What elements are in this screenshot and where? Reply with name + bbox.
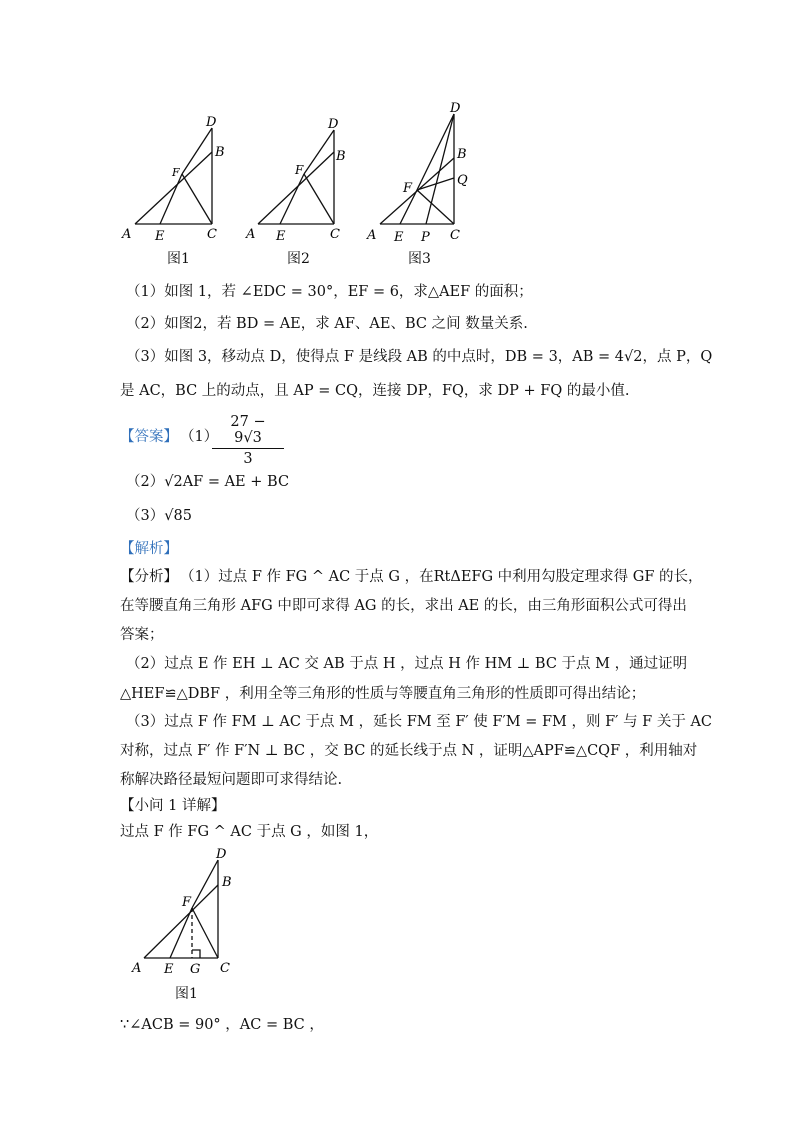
label-d: D [328, 117, 339, 132]
label-c: C [220, 961, 230, 976]
label-f: F [295, 163, 304, 177]
figure-3-caption: 图3 [408, 251, 431, 267]
label-e: E [394, 230, 404, 245]
analysis-2-line1: （2）过点 E 作 EH ⊥ AC 交 AB 于点 H ，过点 H 作 HM ⊥ BC 于点 M ，通过证明 [126, 656, 688, 672]
analysis-3-line3: 称解决路径最短问题即可求得结论. [120, 772, 343, 788]
analysis-1-line2: 在等腰直角三角形 AFG 中即可求得 AG 的长，求出 AE 的长，由三角形面积公式可得出 [120, 598, 687, 614]
label-p: P [421, 230, 430, 245]
answer-1-prefix: （1） [180, 429, 219, 445]
label-e: E [164, 962, 174, 977]
label-b: B [215, 145, 225, 160]
label-b: B [457, 147, 467, 162]
answer-3: （3）√85 [126, 508, 192, 524]
question-3-line1: （3）如图 3，移动点 D，使得点 F 是线段 AB 的中点时，DB = 3，AB = 4√2，点 P，Q [126, 349, 713, 365]
label-e: E [155, 229, 165, 244]
label-a: A [122, 227, 132, 242]
label-b: B [336, 149, 346, 164]
detail-line1: 过点 F 作 FG ^ AC 于点 G ，如图 1， [120, 824, 379, 840]
label-f: F [403, 181, 413, 196]
analysis-label: 【解析】 [120, 541, 178, 557]
label-f: F [182, 895, 192, 910]
figure-2 [240, 112, 360, 247]
answer-1-numerator: 27 − 9√3 [212, 414, 284, 449]
figure-1-caption: 图1 [167, 251, 190, 267]
label-c: C [330, 227, 340, 242]
figure-4 [122, 840, 242, 980]
label-g: G [190, 962, 201, 977]
label-d: D [206, 115, 217, 130]
analysis-3-line1: （3）过点 F 作 FM ⊥ AC 于点 M ，延长 FM 至 F′ 使 F′M = FM ，则 F′ 与 F 关于 AC [126, 714, 713, 730]
figure-4-caption: 图1 [175, 986, 198, 1002]
label-c: C [450, 228, 460, 243]
label-q: Q [457, 173, 468, 188]
label-d: D [216, 847, 227, 862]
question-1: （1）如图 1，若 ∠EDC = 30°，EF = 6，求△AEF 的面积； [126, 284, 533, 300]
label-a: A [246, 227, 256, 242]
question-2: （2）如图2，若 BD = AE，求 AF、AE、BC 之间 数量关系. [126, 316, 528, 332]
analysis-3-line2: 对称，过点 F′ 作 F′N ⊥ BC ，交 BC 的延长线于点 N ，证明△APF≌△CQF ，利用轴对 [120, 743, 698, 759]
detail-label: 【小问 1 详解】 [120, 798, 226, 814]
analysis-2-line2: △HEF≌△DBF ，利用全等三角形的性质与等腰直角三角形的性质即可得出结论； [120, 686, 646, 702]
label-a: A [367, 228, 377, 243]
figure-3 [362, 98, 482, 246]
label-a: A [132, 961, 142, 976]
fenxi-label: 【分析】 [120, 569, 178, 585]
analysis-1-line1: （1）过点 F 作 FG ^ AC 于点 G ，在RtΔEFG 中利用勾股定理求得 GF 的长， [180, 569, 703, 585]
analysis-1-line3: 答案； [120, 627, 164, 643]
label-e: E [276, 229, 286, 244]
label-b: B [222, 875, 232, 890]
detail-line2: ∵∠ACB = 90° ，AC = BC ， [120, 1017, 324, 1033]
answer-1-denominator: 3 [243, 451, 253, 467]
label-f: F [172, 166, 180, 179]
figure-2-caption: 图2 [287, 251, 310, 267]
figure-1 [120, 112, 230, 247]
answer-label: 【答案】 [120, 429, 178, 445]
answer-2: （2）√2AF = AE + BC [126, 474, 290, 490]
label-c: C [207, 227, 217, 242]
label-d: D [450, 101, 461, 116]
question-3-line2: 是 AC，BC 上的动点，且 AP = CQ，连接 DP，FQ，求 DP + FQ 的最小值. [120, 383, 630, 399]
answer-1-fraction [212, 414, 284, 467]
